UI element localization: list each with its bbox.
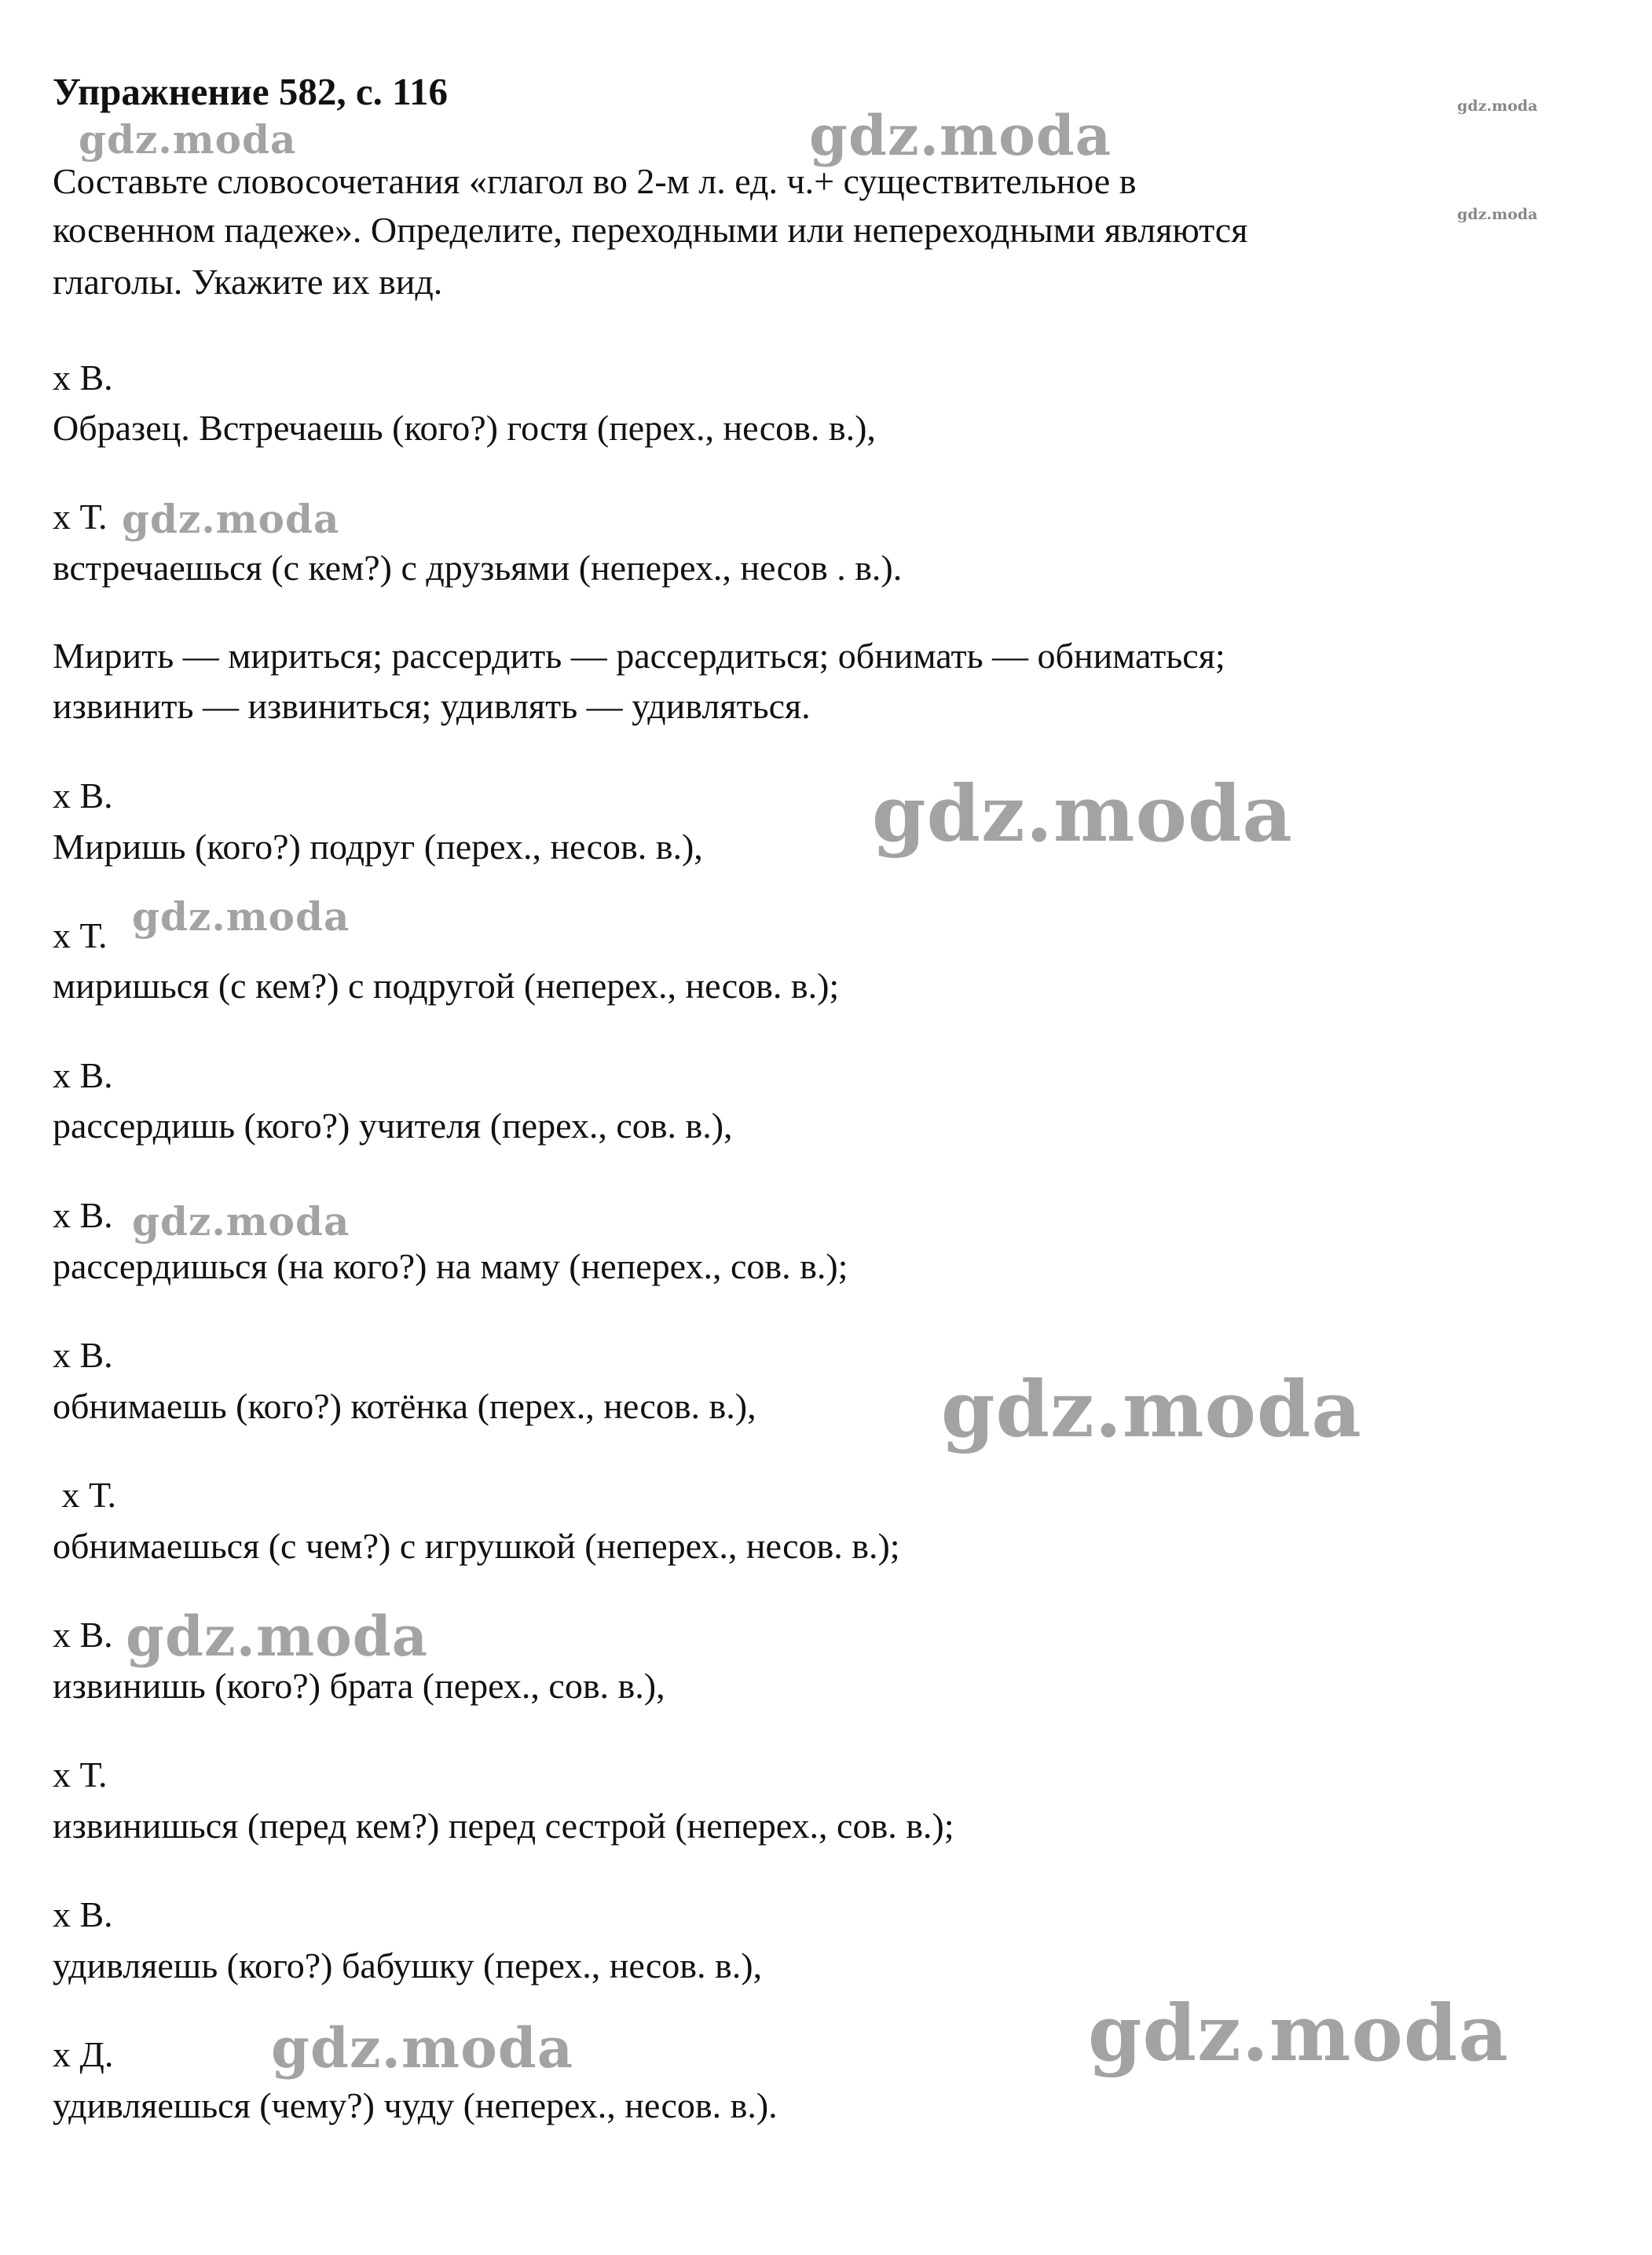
watermark: gdz.moda xyxy=(1088,1989,1509,2079)
case-note: х Т. xyxy=(53,1754,108,1795)
case-note: х В. xyxy=(53,358,113,398)
phrase-line: удивляешься (чему?) чуду (неперех., несов. в.). xyxy=(53,2085,778,2125)
verb-pairs-line: извинить — извиниться; удивлять — удивляться. xyxy=(53,686,811,726)
watermark: gdz.moda xyxy=(1457,206,1538,223)
task-line-3: глаголы. Укажите их вид. xyxy=(53,262,443,302)
phrase-line: удивляешь (кого?) бабушку (перех., несов. в.), xyxy=(53,1945,763,1986)
phrase-line: миришься (с кем?) с подругой (неперех., несов. в.); xyxy=(53,966,840,1006)
watermark: gdz.moda xyxy=(132,893,350,940)
task-line-1: Составьте словосочетания «глагол во 2-м л. ед. ч.+ существительное в xyxy=(53,161,1137,201)
phrase-line: рассердишь (кого?) учителя (перех., сов. в.), xyxy=(53,1106,733,1146)
case-note: х Т. xyxy=(53,1475,116,1515)
phrase-line: рассердишься (на кого?) на маму (неперех., сов. в.); xyxy=(53,1246,848,1286)
phrase-line: обнимаешься (с чем?) с игрушкой (неперех., несов. в.); xyxy=(53,1526,900,1566)
phrase-line: извинишься (перед кем?) перед сестрой (неперех., сов. в.); xyxy=(53,1806,954,1846)
watermark: gdz.moda xyxy=(271,2015,574,2081)
case-note: х В. xyxy=(53,1195,113,1235)
case-note: х Т. xyxy=(53,497,108,537)
phrase-line: обнимаешь (кого?) котёнка (перех., несов. в.), xyxy=(53,1386,756,1426)
verb-pairs-line: Мирить — мириться; рассердить — рассердиться; обнимать — обниматься; xyxy=(53,636,1225,676)
case-note: х В. xyxy=(53,1335,113,1375)
watermark: gdz.moda xyxy=(941,1365,1362,1455)
watermark: gdz.moda xyxy=(126,1604,429,1669)
case-note: х Д. xyxy=(53,2034,114,2074)
case-note: х В. xyxy=(53,1615,113,1655)
phrase-line: Миришь (кого?) подруг (перех., несов. в.), xyxy=(53,827,703,867)
watermark: gdz.moda xyxy=(79,116,297,163)
phrase-line: извинишь (кого?) брата (перех., сов. в.), xyxy=(53,1666,665,1706)
case-note: х В. xyxy=(53,1894,113,1934)
case-note: х В. xyxy=(53,776,113,816)
watermark: gdz.moda xyxy=(1457,97,1538,115)
watermark: gdz.moda xyxy=(872,769,1293,860)
watermark: gdz.moda xyxy=(809,103,1112,168)
watermark: gdz.moda xyxy=(122,496,340,542)
exercise-title: Упражнение 582, с. 116 xyxy=(53,70,448,113)
task-line-2: косвенном падеже». Определите, переходными или непереходными являются xyxy=(53,210,1248,250)
example-line: встречаешься (с кем?) с друзьями (неперех., несов . в.). xyxy=(53,548,903,588)
case-note: х В. xyxy=(53,1055,113,1095)
case-note: х Т. xyxy=(53,915,108,955)
watermark: gdz.moda xyxy=(132,1198,350,1245)
example-line: Образец. Встречаешь (кого?) гостя (перех., несов. в.), xyxy=(53,408,876,448)
